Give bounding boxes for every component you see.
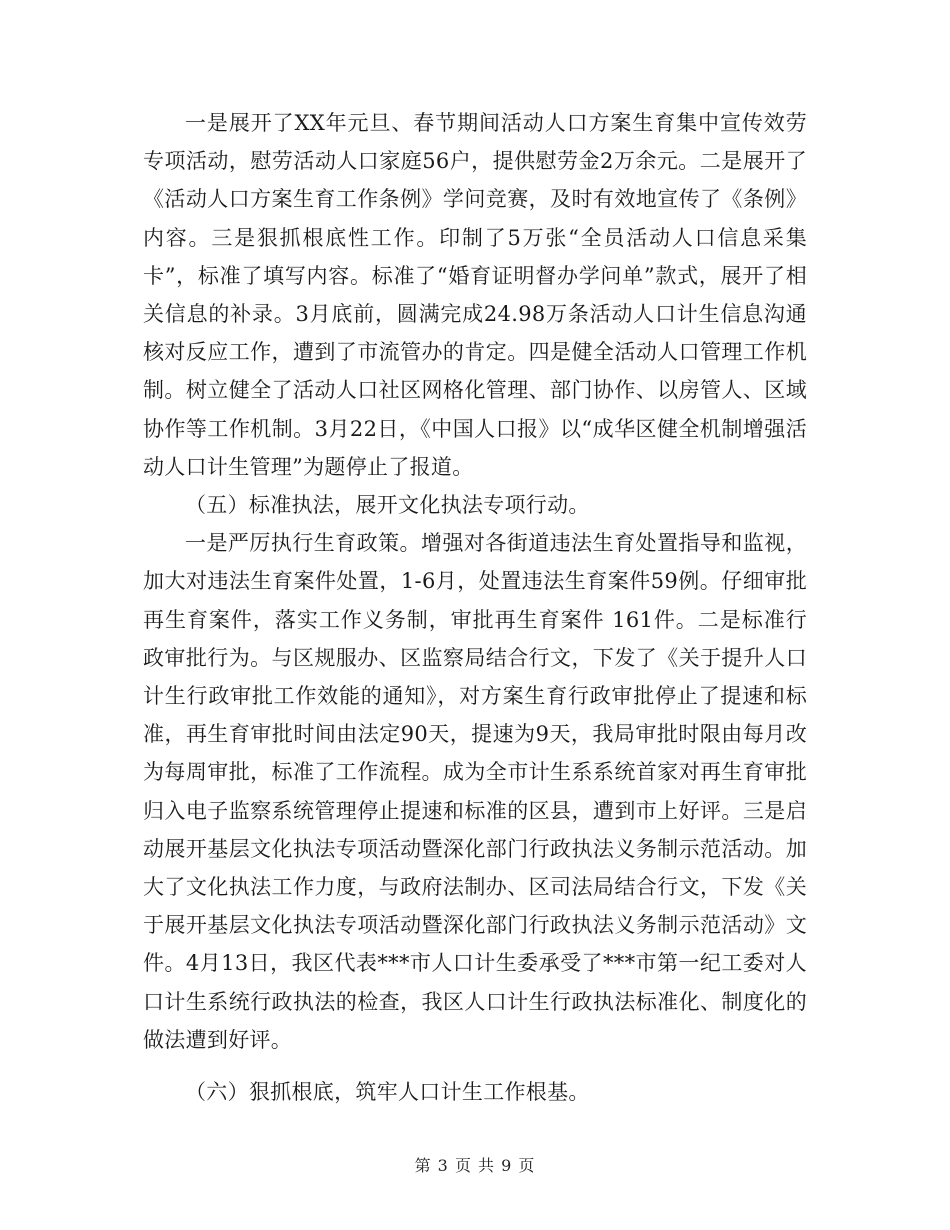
section-heading-6: （六）狠抓根底，筑牢人口计生工作根基。 bbox=[185, 1080, 590, 1105]
paragraph-gap bbox=[143, 1059, 807, 1073]
paragraph-migrant-population: 一是展开了XX年元旦、春节期间活动人口方案生育集中宣传效劳专项活动，慰劳活动人口家庭56户，提供慰劳金2万余元。二是展开了《活动人口方案生育工作条例》学问竞赛，及时有效地宣传了《条例》内容。三是狠抓根底性工作。印制了5万张“全员活动人口信息采集卡”，标准了填写内容。标准了“婚育证明督办学问单”款式，展开了相关信息的补录。3月底前，圆满完成24.98万条活动人口计生信息沟通核对反应工作，遭到了市流管办的肯定。四是健全活动人口管理工作机制。树立健全了活动人口社区网格化管理、部门协作、以房管人、区域协作等工作机制。3月22日，《中国人口报》以“成华区健全机制增强活动人口计生管理”为题停止了报道。 bbox=[143, 111, 807, 479]
document-body bbox=[143, 104, 807, 1111]
page-footer: 第 3 页 共 9 页 bbox=[414, 1156, 536, 1175]
section-heading-5: （五）标准执法，展开文化执法专项行动。 bbox=[185, 493, 590, 518]
paragraph-law-enforcement: 一是严厉执行生育政策。增强对各街道违法生育处置指导和监视，加大对违法生育案件处置，1-6月，处置违法生育案件59例。仔细审批再生育案件，落实工作义务制，审批再生育案件 161件。二是标准行政审批行为。与区规服办、区监察局结合行文，下发了《关于提升人口计生行政审批工作效能的通知》，对方案生育行政审批停止了提速和标准，再生育审批时间由法定90天，提速为9天，我局审批时限由每月改为每周审批，标准了工作流程。成为全市计生系系统首家对再生育审批归入电子监察系统管理停止提速和标准的区县，遭到市上好评。三是启动展开基层文化执法专项活动暨深化部门行政执法义务制示范活动。加大了文化执法工作力度，与政府法制办、区司法局结合行文，下发《关于展开基层文化执法专项活动暨深化部门行政执法义务制示范活动》文件。4月13日，我区代表***市人口计生委承受了***市第一纪工委对人口计生系统行政执法的检查，我区人口计生行政执法标准化、制度化的做法遭到好评。 bbox=[143, 531, 807, 1052]
